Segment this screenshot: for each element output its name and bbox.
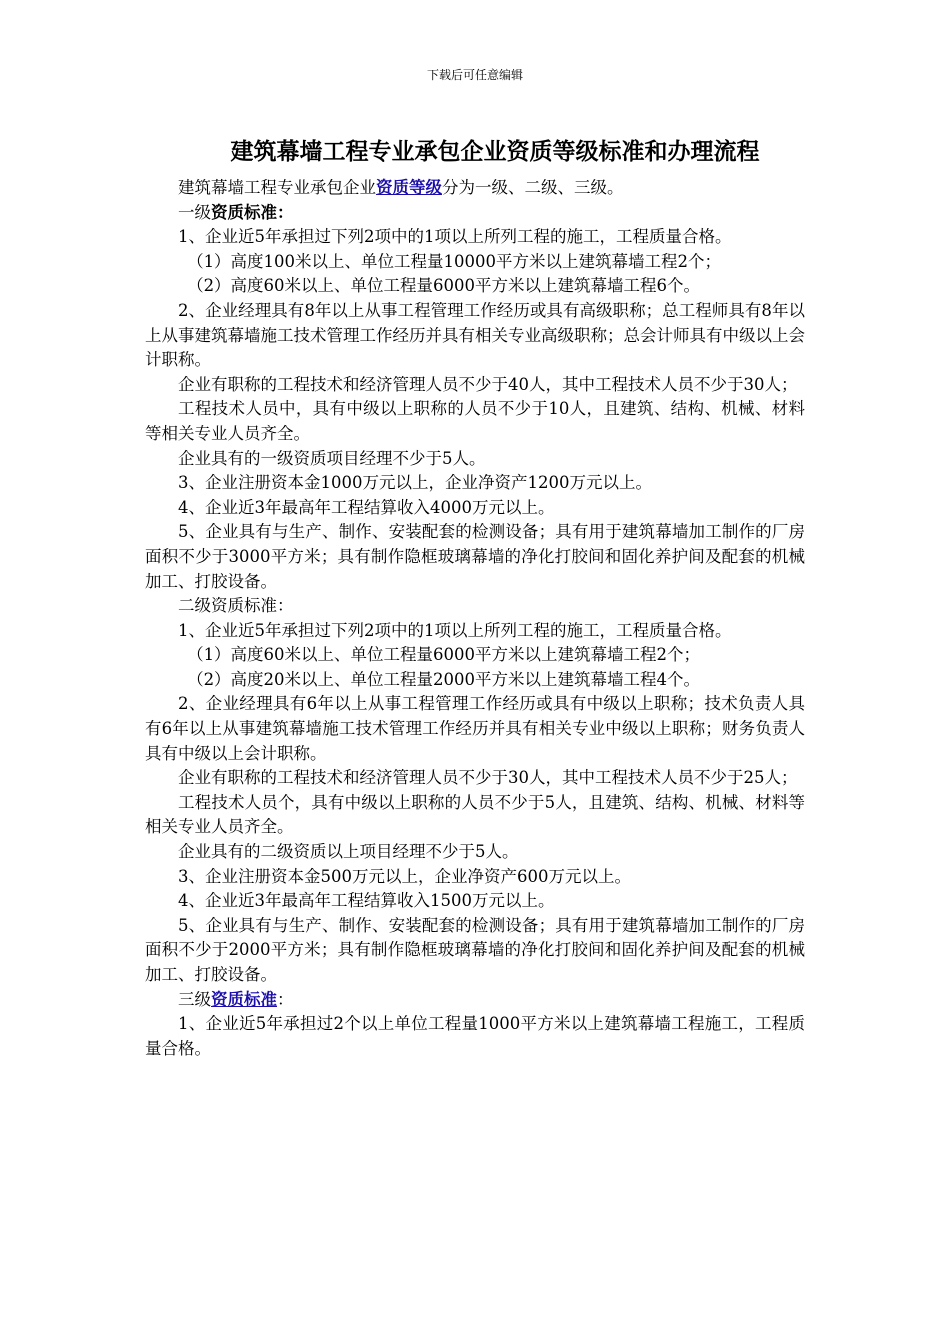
level2-item: 5、企业具有与生产、制作、安装配套的检测设备；具有用于建筑幕墙加工制作的厂房面积不少于2000平方米；具有制作隐框玻璃幕墙的净化打胶间和固化养护间及配套的机械加工、打胶设备。	[145, 915, 805, 984]
document-title: 建筑幕墙工程专业承包企业资质等级标准和办理流程	[230, 138, 760, 165]
level3-item: 1、企业近5年承担过2个以上单位工程量1000平方米以上建筑幕墙工程施工，工程质量合格。	[145, 1014, 805, 1058]
document-header-note: 下载后可任意编辑	[426, 68, 523, 82]
intro-paragraph	[145, 176, 805, 201]
level2-sub-item: （1）高度60米以上、单位工程量6000平方米以上建筑幕墙工程2个；	[187, 645, 701, 665]
level1-heading-bold: 资质标准：	[211, 202, 294, 222]
level2-item: 1、企业近5年承担过下列2项中的1项以上所列工程的施工，工程质量合格。	[178, 620, 732, 640]
level2-item: 企业有职称的工程技术和经济管理人员不少于30人，其中工程技术人员不少于25人；	[178, 768, 798, 788]
level1-item: 2、企业经理具有8年以上从事工程管理工作经历或具有高级职称；总工程师具有8年以上从事建筑幕墙施工技术管理工作经历并具有相关专业高级职称；总会计师具有中级以上会计职称。	[145, 300, 805, 370]
level3-heading	[145, 988, 805, 1013]
qualification-standard-link[interactable]: 资质标准	[211, 989, 277, 1009]
level1-item: 工程技术人员中，具有中级以上职称的人员不少于10人，且建筑、结构、机械、材料等相关专业人员齐全。	[145, 399, 805, 443]
level1-sub-item: （2）高度60米以上、单位工程量6000平方米以上建筑幕墙工程6个。	[187, 276, 701, 296]
level2-item: 工程技术人员个，具有中级以上职称的人员不少于5人，且建筑、结构、机械、材料等相关专业人员齐全。	[145, 792, 805, 837]
level1-heading	[145, 201, 805, 226]
level1-item: 5、企业具有与生产、制作、安装配套的检测设备；具有用于建筑幕墙加工制作的厂房面积不少于3000平方米；具有制作隐框玻璃幕墙的净化打胶间和固化养护间及配套的机械加工、打胶设备。	[145, 522, 805, 591]
level2-item: 4、企业近3年最高年工程结算收入1500万元以上。	[178, 891, 555, 911]
document-body	[145, 176, 805, 1061]
intro-text-before: 建筑幕墙工程专业承包企业	[178, 178, 376, 197]
qualification-level-link[interactable]: 资质等级	[376, 178, 442, 197]
level2-sub-item: （2）高度20米以上、单位工程量2000平方米以上建筑幕墙工程4个。	[187, 669, 701, 689]
level1-item: 3、企业注册资本金1000万元以上，企业净资产1200万元以上。	[178, 473, 652, 493]
level3-heading-prefix: 三级	[178, 989, 211, 1009]
level2-item: 2、企业经理具有6年以上从事工程管理工作经历或具有中级以上职称；技术负责人具有6年以上从事建筑幕墙施工技术管理工作经历并具有相关专业中级以上职称；财务负责人具有中级以上会计职称。	[145, 694, 805, 763]
level1-heading-prefix: 一级	[178, 202, 211, 222]
level2-item: 3、企业注册资本金500万元以上，企业净资产600万元以上。	[178, 866, 631, 886]
level1-item: 4、企业近3年最高年工程结算收入4000万元以上。	[178, 497, 555, 517]
level3-heading-suffix: ：	[277, 989, 294, 1009]
level1-item: 企业具有的一级资质项目经理不少于5人。	[178, 448, 486, 468]
level1-sub-item: （1）高度100米以上、单位工程量10000平方米以上建筑幕墙工程2个；	[187, 251, 722, 271]
level2-item: 企业具有的二级资质以上项目经理不少于5人。	[178, 842, 519, 862]
level2-heading: 二级资质标准：	[178, 596, 294, 616]
intro-text-after: 分为一级、二级、三级。	[442, 178, 624, 197]
level1-item: 1、企业近5年承担过下列2项中的1项以上所列工程的施工，工程质量合格。	[178, 227, 732, 247]
level1-item: 企业有职称的工程技术和经济管理人员不少于40人，其中工程技术人员不少于30人；	[178, 374, 798, 394]
